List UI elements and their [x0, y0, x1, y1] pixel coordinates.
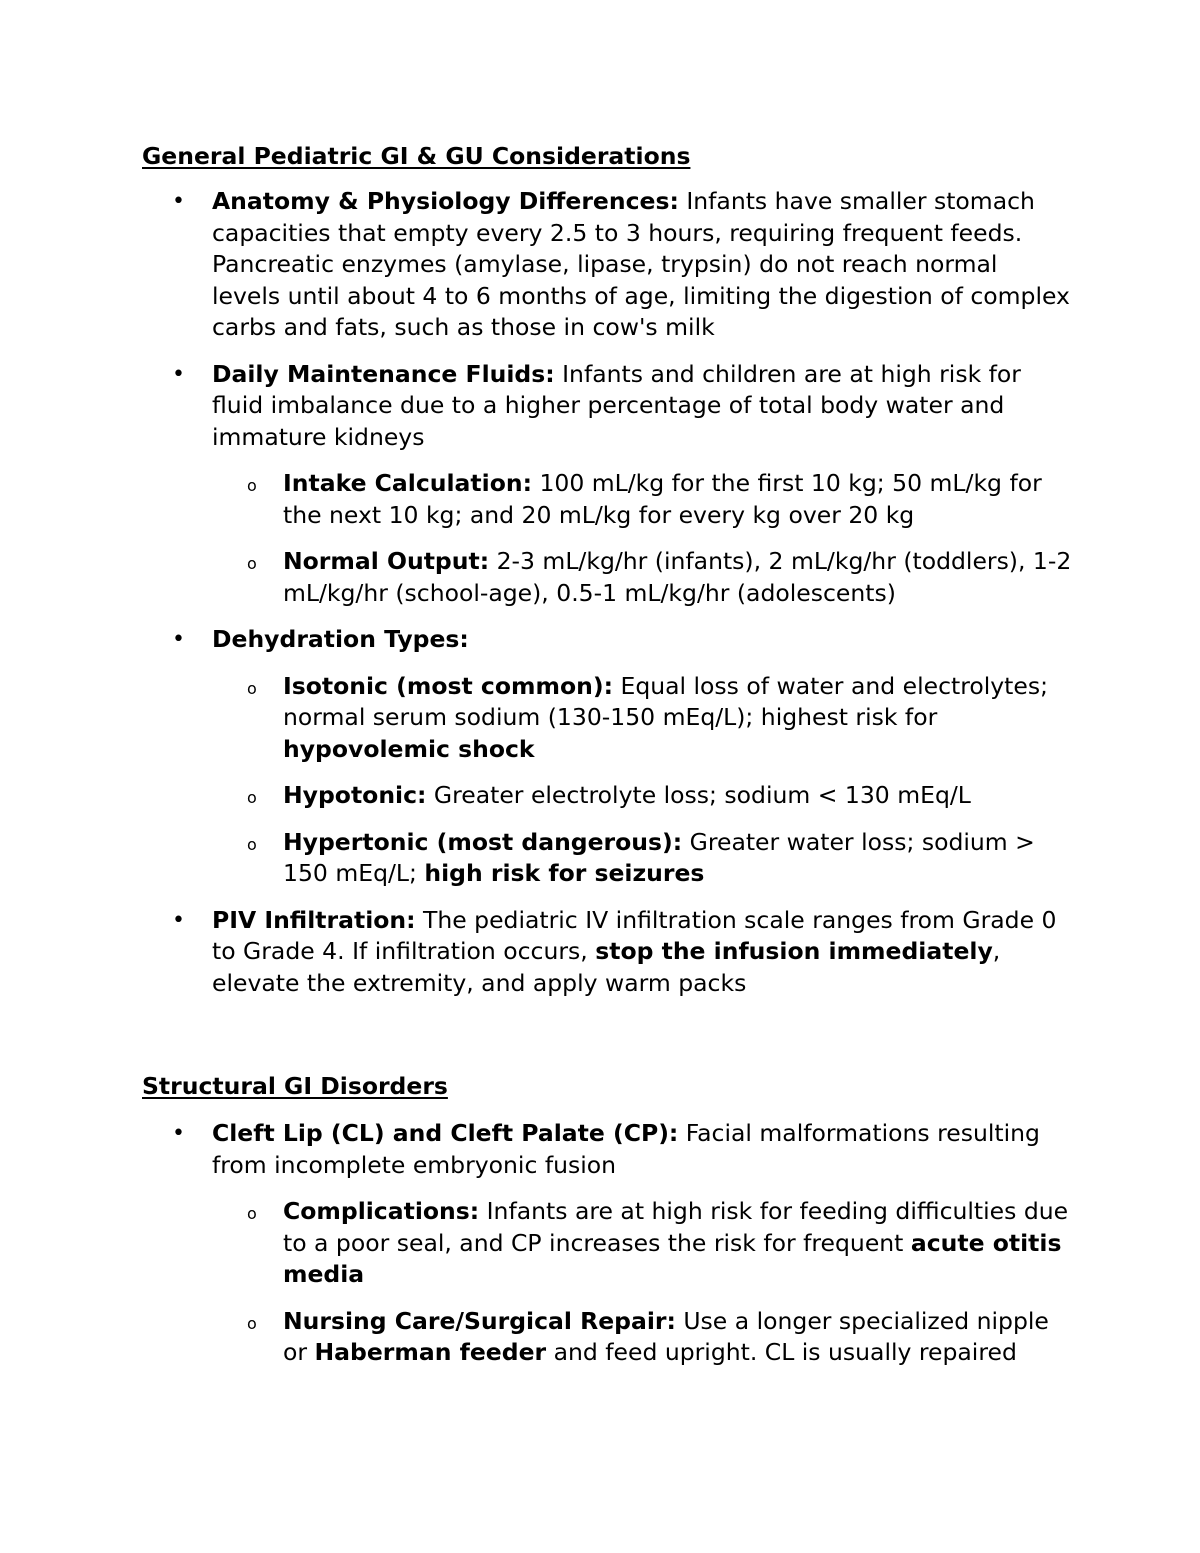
circle-bullet-icon: o [247, 1313, 257, 1333]
sub-list [0, 671, 1200, 890]
item-term: Hypotonic: [283, 781, 427, 809]
list-item-dehydration [0, 624, 1200, 890]
item-term: Anatomy & Physiology Differences: [212, 187, 679, 215]
item-description: The pediatric IV infiltration scale ranges from Grade 0 to Grade 4. If infiltration occurs, [212, 905, 1057, 965]
circle-bullet-icon: o [247, 554, 257, 573]
item-emphasis: Haberman feeder [314, 1338, 547, 1366]
list-item-maintenance-fluids [0, 359, 1200, 610]
sub-item-hypotonic [0, 780, 1200, 812]
item-term: Cleft Lip (CL) and Cleft Palate (CP): [212, 1119, 679, 1147]
section-heading-structural: Structural GI Disorders [142, 1072, 448, 1100]
sub-item-text [283, 546, 1073, 609]
bullet-icon: • [172, 1121, 185, 1146]
item-description: Use a longer specialized nipple or [283, 1306, 1049, 1366]
sub-item-complications [0, 1196, 1200, 1291]
list-item-text [212, 905, 1072, 1000]
item-description: Infants have smaller stomach capacities that empty every 2.5 to 3 hours, requiring frequent feeds. Pancreatic enzymes (amylase, lipase, trypsin) do not reach normal levels until about 4 to 6 months of age, limiting the digestion of complex carbs and fats, such as those in cow's milk [212, 187, 1070, 341]
sub-item-text [283, 780, 1073, 812]
bullet-list-structural [0, 1118, 1200, 1384]
sub-item-output [0, 546, 1200, 609]
list-item-anatomy [0, 186, 1200, 344]
circle-bullet-icon: o [247, 476, 257, 495]
list-item-text [212, 624, 1072, 656]
section-heading-general: General Pediatric GI & GU Considerations [142, 142, 691, 170]
sub-item-text [283, 1306, 1073, 1369]
list-item-cleft [0, 1118, 1200, 1369]
circle-bullet-icon: o [247, 834, 257, 854]
circle-bullet-icon: o [247, 678, 257, 698]
item-description: Greater electrolyte loss; sodium < 130 mEq/L [426, 781, 971, 809]
item-emphasis: stop the infusion immediately [595, 937, 993, 965]
sub-item-text [283, 671, 1073, 766]
sub-item-intake [0, 468, 1200, 531]
item-description-end: , elevate the extremity, and apply warm packs [212, 937, 1001, 997]
sub-item-hypertonic [0, 827, 1200, 890]
sub-list [0, 1196, 1200, 1369]
item-description: Infants and children are at high risk for fluid imbalance due to a higher percentage of total body water and immature kidneys [212, 359, 1021, 451]
item-description-end: and feed upright. CL is usually repaired [546, 1338, 1017, 1366]
bullet-list-general [0, 186, 1200, 1014]
item-term: Complications: [283, 1197, 480, 1225]
item-description: Greater water loss; sodium > 150 mEq/L; [283, 827, 1035, 887]
item-term: Nursing Care/Surgical Repair: [283, 1306, 676, 1335]
sub-item-text [283, 468, 1073, 531]
circle-bullet-icon: o [247, 1204, 257, 1223]
bullet-icon: • [172, 907, 185, 933]
item-description: Facial malformations resulting from incomplete embryonic fusion [212, 1119, 1040, 1179]
item-description: Infants are at high risk for feeding difficulties due to a poor seal, and CP increases the risk for frequent [283, 1197, 1069, 1257]
item-term: Daily Maintenance Fluids: [212, 359, 555, 388]
list-item-text [212, 359, 1072, 454]
sub-item-nursing-care [0, 1306, 1200, 1369]
list-item-text [212, 186, 1072, 344]
bullet-icon: • [172, 189, 185, 214]
sub-item-text [283, 1196, 1073, 1291]
item-description: 2-3 mL/kg/hr (infants), 2 mL/kg/hr (toddlers), 1-2 mL/kg/hr (school-age), 0.5-1 mL/kg/hr (adolescents) [283, 547, 1072, 607]
sub-item-text [283, 827, 1073, 890]
item-term: Hypertonic (most dangerous): [283, 827, 683, 856]
circle-bullet-icon: o [247, 788, 257, 807]
item-term: Isotonic (most common): [283, 671, 613, 700]
item-emphasis: high risk for seizures [424, 859, 705, 887]
item-description: 100 mL/kg for the first 10 kg; 50 mL/kg for the next 10 kg; and 20 mL/kg for every kg over 20 kg [283, 469, 1042, 529]
bullet-icon: • [172, 627, 185, 652]
list-item-text [212, 1118, 1072, 1181]
bullet-icon: • [172, 361, 185, 387]
item-term: Intake Calculation: [283, 469, 532, 497]
item-term: PIV Infiltration: [212, 905, 416, 934]
item-term: Normal Output: [283, 547, 490, 575]
list-item-piv-infiltration [0, 905, 1200, 1000]
item-emphasis: hypovolemic shock [283, 734, 535, 763]
sub-item-isotonic [0, 671, 1200, 766]
item-emphasis: acute otitis media [283, 1228, 1062, 1288]
item-term: Dehydration Types: [212, 625, 469, 653]
sub-list [0, 468, 1200, 609]
item-description: Equal loss of water and electrolytes; normal serum sodium (130-150 mEq/L); highest risk for [283, 671, 1048, 731]
